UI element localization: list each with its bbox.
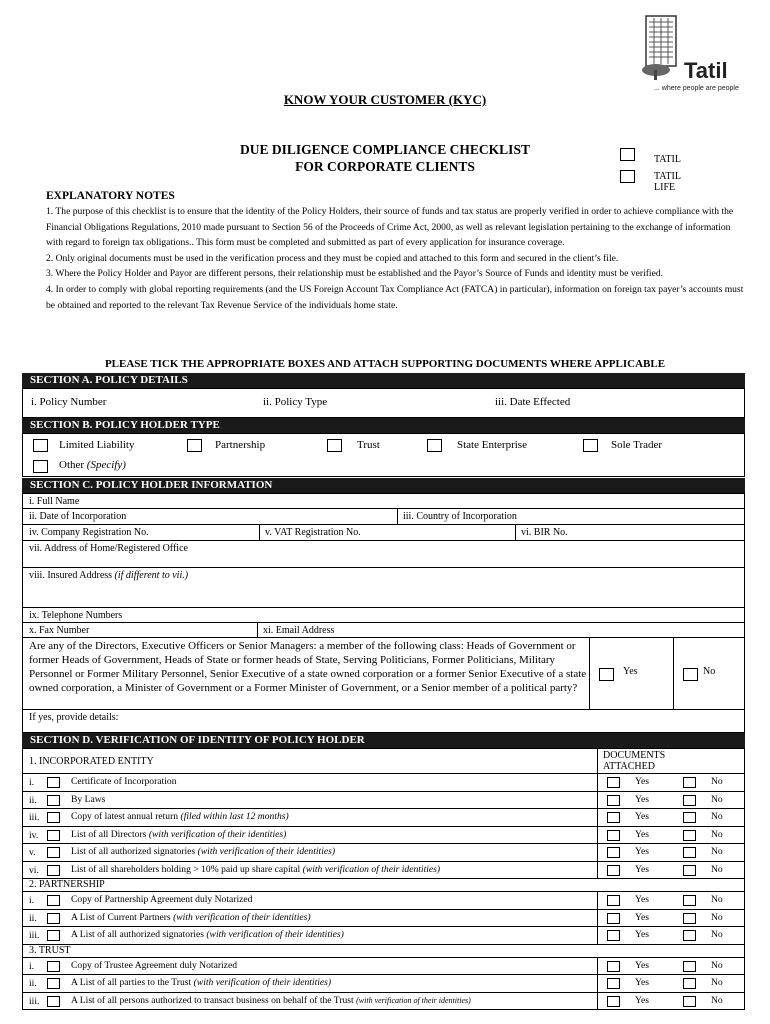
other-label: Other (Specify)	[59, 459, 126, 471]
yes-checkbox[interactable]	[607, 812, 620, 823]
tatil-life-checkbox[interactable]	[620, 170, 635, 183]
item-number: iii.	[29, 930, 40, 941]
full-name-row[interactable]	[23, 494, 744, 509]
yes-label: Yes	[635, 929, 649, 940]
checklist-row	[23, 993, 744, 1011]
tatil-logo	[640, 14, 752, 94]
item-checkbox[interactable]	[47, 847, 60, 858]
sole-trader-label: Sole Trader	[611, 439, 663, 451]
no-checkbox[interactable]	[683, 913, 696, 924]
company-registration-field[interactable]: iv. Company Registration No.	[29, 527, 149, 538]
sole-trader-checkbox[interactable]	[583, 439, 598, 452]
section-d-rows	[23, 774, 744, 1010]
group-heading: 2. PARTNERSHIP	[29, 879, 105, 890]
item-number: iii.	[29, 812, 40, 823]
telephone-row[interactable]	[23, 608, 744, 623]
pep-yes-checkbox[interactable]	[599, 668, 614, 681]
pep-yes-label: Yes	[623, 666, 638, 677]
checklist-row	[23, 892, 744, 910]
section-c-header: SECTION C. POLICY HOLDER INFORMATION	[22, 478, 745, 493]
email-address-field[interactable]: xi. Email Address	[263, 625, 335, 636]
item-text: A List of all parties to the Trust (with verification of their identities)	[71, 977, 332, 988]
yes-label: Yes	[635, 828, 649, 840]
other-checkbox[interactable]	[33, 460, 48, 473]
yes-label: Yes	[635, 846, 649, 857]
no-checkbox[interactable]	[683, 777, 696, 788]
checklist-row	[23, 927, 744, 945]
section-d-header: SECTION D. VERIFICATION OF IDENTITY OF POLICY HOLDER	[22, 733, 745, 748]
yes-checkbox[interactable]	[607, 895, 620, 906]
checklist-row	[23, 862, 744, 880]
yes-label: Yes	[635, 977, 649, 988]
limited-liability-checkbox[interactable]	[33, 439, 48, 452]
yes-label: Yes	[635, 793, 649, 805]
item-text: A List of all authorized signatories (with verification of their identities)	[71, 929, 344, 940]
fax-email-row	[23, 623, 744, 638]
address-row[interactable]	[23, 541, 744, 568]
no-label: No	[711, 959, 723, 971]
yes-checkbox[interactable]	[607, 777, 620, 788]
yes-checkbox[interactable]	[607, 978, 620, 989]
no-label: No	[711, 994, 723, 1006]
no-checkbox[interactable]	[683, 812, 696, 823]
yes-checkbox[interactable]	[607, 913, 620, 924]
checklist-row	[23, 809, 744, 827]
no-checkbox[interactable]	[683, 978, 696, 989]
yes-checkbox[interactable]	[607, 930, 620, 941]
item-checkbox[interactable]	[47, 913, 60, 924]
item-number: ii.	[29, 912, 37, 924]
checklist-subtitle: FOR CORPORATE CLIENTS	[295, 159, 475, 174]
note-1: 1. The purpose of this checklist is to ensure that the identity of the Policy Holders, their source of funds and tax status are properly verified in order to achieve compliance with the Financial Obligations Regulations, 2010 made pursuant to Section 56 of the Proceeds of Crime Act, 2000, as well as relevant legislation pertaining to the exchange of information with regard to foreign tax obligations.. This form must be completed and submitted as part of every application for insurance coverage.	[46, 206, 734, 249]
checklist-row	[23, 844, 744, 862]
section-d-grid	[22, 748, 745, 1010]
documents-attached-header: DOCUMENTS ATTACHED	[603, 750, 666, 772]
no-label: No	[711, 894, 723, 905]
item-checkbox[interactable]	[47, 996, 60, 1007]
item-number: vi.	[29, 864, 39, 876]
item-number: iv.	[29, 829, 39, 841]
yes-label: Yes	[635, 959, 649, 971]
item-checkbox[interactable]	[47, 777, 60, 788]
item-checkbox[interactable]	[47, 830, 60, 841]
limited-liability-label: Limited Liability	[59, 439, 135, 451]
pep-no-checkbox[interactable]	[683, 668, 698, 681]
yes-checkbox[interactable]	[607, 996, 620, 1007]
yes-label: Yes	[635, 811, 649, 822]
no-checkbox[interactable]	[683, 795, 696, 806]
group-heading: 3. TRUST	[29, 944, 71, 956]
registration-row	[23, 525, 744, 541]
fax-number-field[interactable]: x. Fax Number	[29, 625, 90, 636]
checklist-row	[23, 774, 744, 792]
pep-details-row[interactable]	[23, 710, 744, 734]
no-label: No	[711, 828, 723, 840]
section-b-header: SECTION B. POLICY HOLDER TYPE	[22, 418, 745, 433]
pep-no-label: No	[703, 666, 716, 677]
yes-label: Yes	[635, 776, 649, 787]
item-text: A List of all persons authorized to transact business on behalf of the Trust (with verification of their identities)	[71, 994, 471, 1006]
note-2: 2. Only original documents must be used in the verification process and they must be copied and attached to this form and secured in the client’s file.	[46, 252, 619, 264]
item-text: Copy of Trustee Agreement duly Notarized	[71, 959, 237, 971]
item-number: i.	[29, 960, 35, 972]
pep-question-row	[23, 638, 744, 710]
yes-label: Yes	[635, 863, 649, 875]
item-number: ii.	[29, 978, 37, 989]
no-label: No	[711, 776, 723, 787]
item-checkbox[interactable]	[47, 930, 60, 941]
checklist-row	[23, 975, 744, 993]
partnership-label: Partnership	[215, 439, 266, 451]
notes-heading: EXPLANATORY NOTES	[46, 190, 175, 202]
item-checkbox[interactable]	[47, 795, 60, 806]
no-checkbox[interactable]	[683, 930, 696, 941]
item-checkbox[interactable]	[47, 812, 60, 823]
policy-number-field[interactable]: i. Policy Number	[31, 396, 107, 408]
no-label: No	[711, 811, 723, 822]
item-text: Certificate of Incorporation	[71, 776, 177, 787]
yes-checkbox[interactable]	[607, 865, 620, 876]
yes-checkbox[interactable]	[607, 795, 620, 806]
checklist-row	[23, 792, 744, 810]
yes-label: Yes	[635, 994, 649, 1006]
pep-question: Are any of the Directors, Executive Officers or Senior Managers: a member of the following class: Heads of Government or former Heads of Government, Heads of State or former heads of State, Serving Politicians, Former Politicians, Military Personnel or Former Military Personnel, Senior Executive of a state owned corporation or a former Senior Executive of a state owned corporation, a Minister of Government or a Former Minister of Government, or a Senior member of a political party?	[29, 640, 587, 694]
telephone-label: ix. Telephone Numbers	[29, 610, 123, 621]
tatil-label: TATIL	[654, 154, 681, 165]
page-title: KNOW YOUR CUSTOMER (KYC)	[283, 92, 487, 107]
item-number: v.	[29, 847, 36, 858]
incorporation-row	[23, 509, 744, 525]
no-label: No	[711, 846, 723, 857]
yes-checkbox[interactable]	[607, 961, 620, 972]
group-heading-row	[23, 945, 744, 958]
no-label: No	[711, 863, 723, 875]
item-text: Copy of Partnership Agreement duly Notarized	[71, 894, 253, 905]
building-logo-icon	[640, 14, 752, 94]
tatil-checkbox[interactable]	[620, 148, 635, 161]
item-number: i.	[29, 777, 35, 788]
svg-text:Tatil: Tatil	[684, 58, 728, 83]
yes-checkbox[interactable]	[607, 830, 620, 841]
pep-details-label: If yes, provide details:	[29, 712, 119, 723]
item-checkbox[interactable]	[47, 895, 60, 906]
no-checkbox[interactable]	[683, 865, 696, 876]
section-c-grid	[22, 493, 745, 733]
item-text: By Laws	[71, 793, 106, 805]
no-label: No	[711, 911, 723, 923]
item-checkbox[interactable]	[47, 865, 60, 876]
partnership-checkbox[interactable]	[187, 439, 202, 452]
bir-number-field[interactable]: vi. BIR No.	[521, 527, 568, 538]
checklist-row	[23, 827, 744, 845]
state-enterprise-label: State Enterprise	[457, 439, 527, 451]
vat-registration-field[interactable]: v. VAT Registration No.	[265, 527, 361, 538]
date-effected-field[interactable]: iii. Date Effected	[495, 396, 571, 408]
item-text: List of all shareholders holding > 10% paid up share capital (with verification of their identities)	[71, 863, 441, 875]
policy-type-field[interactable]: ii. Policy Type	[263, 396, 328, 408]
item-checkbox[interactable]	[47, 978, 60, 989]
section-d-header-row	[23, 749, 744, 774]
section-b-grid	[22, 433, 745, 477]
note-4: 4. In order to comply with global reporting requirements (and the US Foreign Account Tax Compliance Act (FATCA) in particular), information on foreign tax payer’s accounts must be obtained and reported to the relevant Tax Revenue Service of the individuals home state.	[46, 283, 744, 311]
checklist-row	[23, 958, 744, 976]
section-a-header: SECTION A. POLICY DETAILS	[22, 373, 745, 388]
no-checkbox[interactable]	[683, 895, 696, 906]
date-incorporation-field[interactable]: ii. Date of Incorporation	[29, 511, 127, 522]
item-number: ii.	[29, 794, 37, 806]
item-text: Copy of latest annual return (filed within last 12 months)	[71, 811, 289, 822]
checklist-title: DUE DILIGENCE COMPLIANCE CHECKLIST	[240, 142, 530, 157]
no-checkbox[interactable]	[683, 830, 696, 841]
full-name-label: i. Full Name	[29, 496, 80, 507]
section-a-grid	[22, 388, 745, 418]
country-incorporation-field[interactable]: iii. Country of Incorporation	[403, 511, 517, 522]
item-text: A List of Current Partners (with verification of their identities)	[71, 911, 311, 923]
no-checkbox[interactable]	[683, 996, 696, 1007]
trust-checkbox[interactable]	[327, 439, 342, 452]
item-number: i.	[29, 895, 35, 906]
item-number: iii.	[29, 995, 40, 1007]
note-3: 3. Where the Policy Holder and Payor are different persons, their relationship must be established and the Payor’s Source of Funds and identity must be verified.	[46, 268, 664, 280]
item-checkbox[interactable]	[47, 961, 60, 972]
no-checkbox[interactable]	[683, 847, 696, 858]
trust-label: Trust	[357, 439, 380, 451]
yes-label: Yes	[635, 911, 649, 923]
group-heading-row	[23, 879, 744, 892]
tatil-life-label: TATIL LIFE	[654, 171, 681, 193]
state-enterprise-checkbox[interactable]	[427, 439, 442, 452]
svg-text:... where people are people: ... where people are people	[654, 85, 739, 92]
no-checkbox[interactable]	[683, 961, 696, 972]
address-label: vii. Address of Home/Registered Office	[29, 543, 188, 554]
insured-address-row[interactable]	[23, 568, 744, 608]
instruction-text: PLEASE TICK THE APPROPRIATE BOXES AND ATTACH SUPPORTING DOCUMENTS WHERE APPLICABLE	[104, 358, 666, 370]
insured-address-label: viii. Insured Address (if different to vii.)	[29, 570, 189, 581]
checklist-row	[23, 910, 744, 928]
item-text: List of all authorized signatories (with verification of their identities)	[71, 846, 336, 857]
no-label: No	[711, 793, 723, 805]
no-label: No	[711, 929, 723, 940]
explanatory-notes	[46, 204, 748, 313]
group-heading: 1. INCORPORATED ENTITY	[29, 756, 154, 767]
no-label: No	[711, 977, 723, 988]
yes-checkbox[interactable]	[607, 847, 620, 858]
item-text: List of all Directors (with verification of their identities)	[71, 828, 287, 840]
yes-label: Yes	[635, 894, 649, 905]
